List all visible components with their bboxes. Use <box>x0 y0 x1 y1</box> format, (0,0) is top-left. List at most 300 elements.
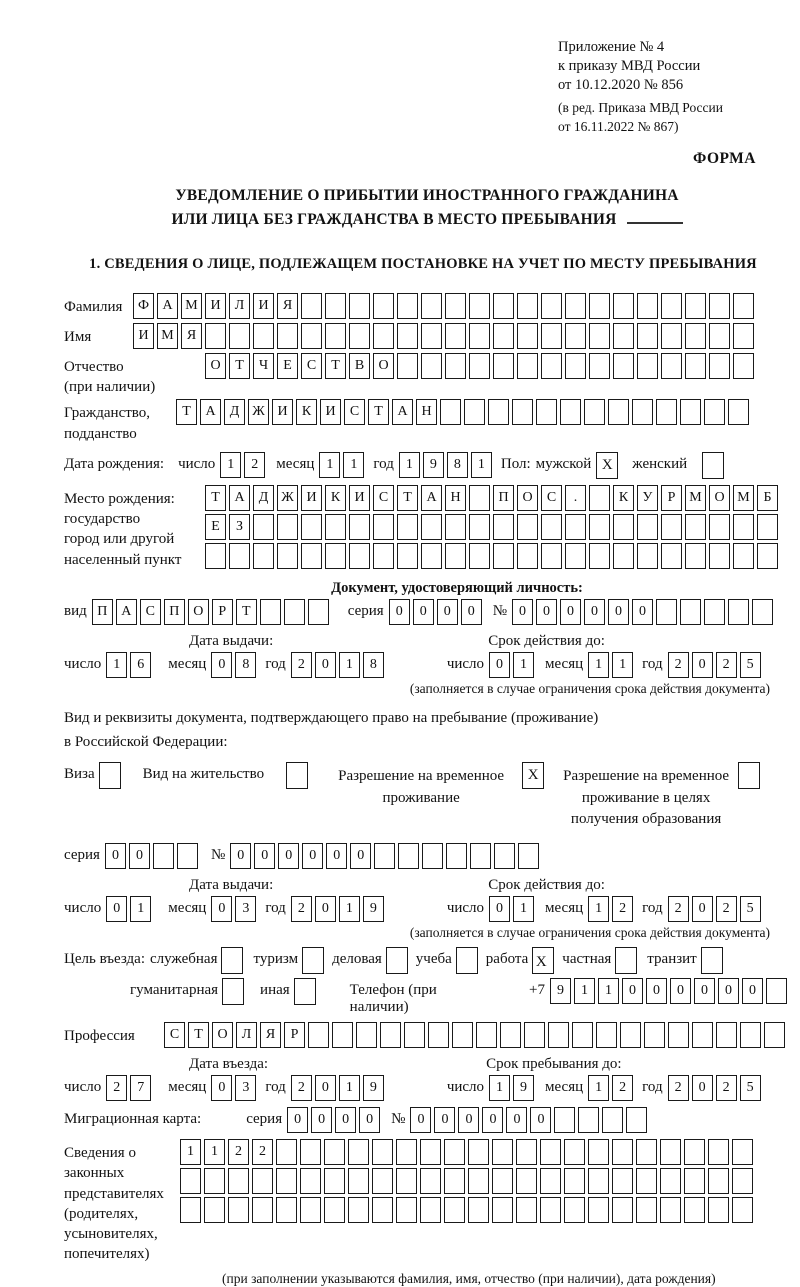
char-cell[interactable]: 0 <box>512 599 533 625</box>
char-cell[interactable] <box>661 543 682 569</box>
char-cell[interactable] <box>421 543 442 569</box>
char-cell[interactable] <box>229 543 250 569</box>
char-cell[interactable]: 0 <box>458 1107 479 1133</box>
char-cell[interactable]: 5 <box>740 652 761 678</box>
char-cell[interactable] <box>440 399 461 425</box>
char-cell[interactable]: 2 <box>291 652 312 678</box>
char-cell[interactable]: 0 <box>350 843 371 869</box>
char-cell[interactable] <box>732 1139 753 1165</box>
char-cell[interactable]: 0 <box>287 1107 308 1133</box>
char-cell[interactable] <box>656 599 677 625</box>
char-cell[interactable] <box>444 1139 465 1165</box>
char-cell[interactable] <box>660 1197 681 1223</box>
char-cell[interactable]: 0 <box>413 599 434 625</box>
char-cell[interactable] <box>524 1022 545 1048</box>
char-cell[interactable] <box>397 353 418 379</box>
char-cell[interactable] <box>469 353 490 379</box>
char-cell[interactable] <box>613 514 634 540</box>
char-cell[interactable]: С <box>164 1022 185 1048</box>
char-cell[interactable] <box>476 1022 497 1048</box>
char-cell[interactable]: М <box>733 485 754 511</box>
char-cell[interactable] <box>709 514 730 540</box>
char-cell[interactable]: Я <box>260 1022 281 1048</box>
char-cell[interactable] <box>589 323 610 349</box>
char-cell[interactable] <box>588 1139 609 1165</box>
char-cell[interactable] <box>469 485 490 511</box>
char-cell[interactable] <box>708 1197 729 1223</box>
char-cell[interactable]: 1 <box>513 896 534 922</box>
char-cell[interactable]: 0 <box>311 1107 332 1133</box>
char-cell[interactable] <box>428 1022 449 1048</box>
char-cell[interactable] <box>300 1197 321 1223</box>
char-cell[interactable] <box>372 1168 393 1194</box>
char-cell[interactable]: 1 <box>598 978 619 1004</box>
char-cell[interactable]: Н <box>416 399 437 425</box>
temp-residence-education-checkbox[interactable] <box>738 762 760 789</box>
residence-permit-checkbox[interactable] <box>286 762 308 789</box>
char-cell[interactable] <box>276 1139 297 1165</box>
char-cell[interactable]: М <box>685 485 706 511</box>
char-cell[interactable] <box>554 1107 575 1133</box>
char-cell[interactable] <box>685 293 706 319</box>
char-cell[interactable] <box>704 599 725 625</box>
char-cell[interactable] <box>684 1168 705 1194</box>
purpose-private-checkbox[interactable] <box>615 947 637 974</box>
char-cell[interactable] <box>637 323 658 349</box>
char-cell[interactable] <box>420 1139 441 1165</box>
char-cell[interactable] <box>680 599 701 625</box>
char-cell[interactable]: 2 <box>716 1075 737 1101</box>
char-cell[interactable] <box>613 543 634 569</box>
char-cell[interactable]: 1 <box>339 652 360 678</box>
char-cell[interactable]: 0 <box>489 652 510 678</box>
char-cell[interactable] <box>636 1197 657 1223</box>
char-cell[interactable]: А <box>116 599 137 625</box>
char-cell[interactable]: 0 <box>211 896 232 922</box>
char-cell[interactable] <box>349 293 370 319</box>
char-cell[interactable] <box>709 293 730 319</box>
char-cell[interactable]: 0 <box>608 599 629 625</box>
char-cell[interactable] <box>596 1022 617 1048</box>
char-cell[interactable]: 2 <box>612 896 633 922</box>
char-cell[interactable] <box>205 543 226 569</box>
char-cell[interactable] <box>301 293 322 319</box>
char-cell[interactable]: 0 <box>437 599 458 625</box>
char-cell[interactable]: 0 <box>335 1107 356 1133</box>
purpose-transit-checkbox[interactable] <box>701 947 723 974</box>
char-cell[interactable]: Р <box>661 485 682 511</box>
char-cell[interactable]: 1 <box>319 452 340 478</box>
char-cell[interactable]: С <box>541 485 562 511</box>
char-cell[interactable]: 0 <box>105 843 126 869</box>
char-cell[interactable]: 1 <box>588 1075 609 1101</box>
char-cell[interactable] <box>420 1168 441 1194</box>
char-cell[interactable]: С <box>301 353 322 379</box>
char-cell[interactable] <box>492 1168 513 1194</box>
char-cell[interactable]: 0 <box>694 978 715 1004</box>
char-cell[interactable] <box>564 1139 585 1165</box>
char-cell[interactable]: 6 <box>130 652 151 678</box>
char-cell[interactable]: П <box>92 599 113 625</box>
char-cell[interactable]: 0 <box>622 978 643 1004</box>
char-cell[interactable] <box>565 353 586 379</box>
char-cell[interactable] <box>612 1139 633 1165</box>
char-cell[interactable] <box>349 323 370 349</box>
char-cell[interactable]: И <box>253 293 274 319</box>
char-cell[interactable] <box>541 353 562 379</box>
char-cell[interactable]: 0 <box>410 1107 431 1133</box>
char-cell[interactable]: 0 <box>506 1107 527 1133</box>
char-cell[interactable] <box>348 1139 369 1165</box>
char-cell[interactable]: 1 <box>339 896 360 922</box>
char-cell[interactable] <box>180 1197 201 1223</box>
char-cell[interactable]: 0 <box>646 978 667 1004</box>
char-cell[interactable] <box>205 323 226 349</box>
char-cell[interactable] <box>716 1022 737 1048</box>
char-cell[interactable] <box>284 599 305 625</box>
char-cell[interactable] <box>709 323 730 349</box>
char-cell[interactable] <box>177 843 198 869</box>
char-cell[interactable]: П <box>493 485 514 511</box>
char-cell[interactable] <box>253 514 274 540</box>
char-cell[interactable]: А <box>392 399 413 425</box>
char-cell[interactable] <box>300 1168 321 1194</box>
char-cell[interactable] <box>564 1168 585 1194</box>
char-cell[interactable] <box>684 1197 705 1223</box>
char-cell[interactable] <box>488 399 509 425</box>
purpose-humanitarian-checkbox[interactable] <box>222 978 244 1005</box>
char-cell[interactable] <box>685 514 706 540</box>
char-cell[interactable] <box>632 399 653 425</box>
visa-checkbox[interactable] <box>99 762 121 789</box>
char-cell[interactable] <box>469 543 490 569</box>
char-cell[interactable] <box>733 353 754 379</box>
char-cell[interactable] <box>512 399 533 425</box>
char-cell[interactable]: 1 <box>471 452 492 478</box>
char-cell[interactable] <box>324 1139 345 1165</box>
char-cell[interactable]: Б <box>757 485 778 511</box>
char-cell[interactable] <box>373 323 394 349</box>
char-cell[interactable]: 0 <box>489 896 510 922</box>
char-cell[interactable] <box>380 1022 401 1048</box>
char-cell[interactable] <box>685 543 706 569</box>
char-cell[interactable]: 2 <box>668 1075 689 1101</box>
char-cell[interactable]: 9 <box>363 1075 384 1101</box>
char-cell[interactable]: 0 <box>302 843 323 869</box>
char-cell[interactable] <box>620 1022 641 1048</box>
char-cell[interactable]: К <box>296 399 317 425</box>
char-cell[interactable] <box>397 323 418 349</box>
char-cell[interactable] <box>685 353 706 379</box>
char-cell[interactable]: И <box>320 399 341 425</box>
char-cell[interactable] <box>589 485 610 511</box>
char-cell[interactable]: 0 <box>560 599 581 625</box>
char-cell[interactable] <box>661 514 682 540</box>
char-cell[interactable]: 0 <box>670 978 691 1004</box>
char-cell[interactable]: 0 <box>211 1075 232 1101</box>
char-cell[interactable] <box>584 399 605 425</box>
char-cell[interactable] <box>253 543 274 569</box>
char-cell[interactable] <box>740 1022 761 1048</box>
char-cell[interactable]: 5 <box>740 1075 761 1101</box>
char-cell[interactable] <box>445 323 466 349</box>
purpose-study-checkbox[interactable] <box>456 947 478 974</box>
char-cell[interactable] <box>469 514 490 540</box>
char-cell[interactable]: 2 <box>612 1075 633 1101</box>
char-cell[interactable]: С <box>344 399 365 425</box>
char-cell[interactable] <box>572 1022 593 1048</box>
char-cell[interactable] <box>517 543 538 569</box>
char-cell[interactable] <box>588 1197 609 1223</box>
char-cell[interactable] <box>324 1197 345 1223</box>
char-cell[interactable]: 0 <box>278 843 299 869</box>
char-cell[interactable]: 0 <box>584 599 605 625</box>
char-cell[interactable]: Д <box>253 485 274 511</box>
char-cell[interactable]: И <box>349 485 370 511</box>
char-cell[interactable] <box>229 323 250 349</box>
char-cell[interactable] <box>398 843 419 869</box>
char-cell[interactable] <box>578 1107 599 1133</box>
char-cell[interactable]: С <box>373 485 394 511</box>
char-cell[interactable] <box>660 1139 681 1165</box>
char-cell[interactable] <box>660 1168 681 1194</box>
char-cell[interactable]: 0 <box>230 843 251 869</box>
char-cell[interactable]: И <box>205 293 226 319</box>
char-cell[interactable] <box>372 1139 393 1165</box>
char-cell[interactable]: М <box>181 293 202 319</box>
char-cell[interactable]: И <box>272 399 293 425</box>
char-cell[interactable] <box>421 293 442 319</box>
char-cell[interactable] <box>445 293 466 319</box>
char-cell[interactable] <box>325 514 346 540</box>
char-cell[interactable] <box>228 1168 249 1194</box>
char-cell[interactable]: 2 <box>244 452 265 478</box>
char-cell[interactable] <box>517 323 538 349</box>
char-cell[interactable] <box>276 1168 297 1194</box>
char-cell[interactable] <box>548 1022 569 1048</box>
char-cell[interactable] <box>468 1197 489 1223</box>
char-cell[interactable] <box>708 1168 729 1194</box>
char-cell[interactable]: Е <box>205 514 226 540</box>
char-cell[interactable] <box>733 323 754 349</box>
char-cell[interactable]: А <box>421 485 442 511</box>
char-cell[interactable] <box>637 293 658 319</box>
char-cell[interactable]: О <box>709 485 730 511</box>
char-cell[interactable]: 1 <box>343 452 364 478</box>
char-cell[interactable]: 1 <box>339 1075 360 1101</box>
char-cell[interactable]: Д <box>224 399 245 425</box>
char-cell[interactable] <box>541 543 562 569</box>
char-cell[interactable] <box>637 514 658 540</box>
char-cell[interactable] <box>733 514 754 540</box>
char-cell[interactable] <box>540 1168 561 1194</box>
char-cell[interactable] <box>325 293 346 319</box>
char-cell[interactable]: 1 <box>489 1075 510 1101</box>
char-cell[interactable]: 2 <box>291 1075 312 1101</box>
char-cell[interactable] <box>589 543 610 569</box>
char-cell[interactable]: 1 <box>612 652 633 678</box>
char-cell[interactable]: Т <box>188 1022 209 1048</box>
char-cell[interactable] <box>540 1139 561 1165</box>
char-cell[interactable]: И <box>301 485 322 511</box>
char-cell[interactable]: 1 <box>574 978 595 1004</box>
char-cell[interactable] <box>493 353 514 379</box>
char-cell[interactable] <box>516 1139 537 1165</box>
char-cell[interactable] <box>518 843 539 869</box>
char-cell[interactable]: Р <box>212 599 233 625</box>
char-cell[interactable] <box>536 399 557 425</box>
char-cell[interactable]: 1 <box>588 652 609 678</box>
char-cell[interactable] <box>608 399 629 425</box>
char-cell[interactable] <box>396 1168 417 1194</box>
char-cell[interactable] <box>560 399 581 425</box>
char-cell[interactable] <box>733 543 754 569</box>
char-cell[interactable] <box>277 323 298 349</box>
char-cell[interactable]: 7 <box>130 1075 151 1101</box>
char-cell[interactable]: 0 <box>129 843 150 869</box>
char-cell[interactable]: 1 <box>513 652 534 678</box>
char-cell[interactable] <box>372 1197 393 1223</box>
char-cell[interactable] <box>349 543 370 569</box>
char-cell[interactable] <box>516 1168 537 1194</box>
char-cell[interactable]: П <box>164 599 185 625</box>
char-cell[interactable]: Т <box>229 353 250 379</box>
char-cell[interactable]: О <box>205 353 226 379</box>
char-cell[interactable] <box>602 1107 623 1133</box>
char-cell[interactable] <box>204 1197 225 1223</box>
char-cell[interactable] <box>589 293 610 319</box>
char-cell[interactable]: 9 <box>363 896 384 922</box>
char-cell[interactable]: 1 <box>220 452 241 478</box>
char-cell[interactable] <box>446 843 467 869</box>
char-cell[interactable] <box>637 543 658 569</box>
char-cell[interactable] <box>452 1022 473 1048</box>
char-cell[interactable] <box>704 399 725 425</box>
char-cell[interactable]: 0 <box>106 896 127 922</box>
char-cell[interactable]: Л <box>236 1022 257 1048</box>
char-cell[interactable]: Я <box>277 293 298 319</box>
char-cell[interactable] <box>421 323 442 349</box>
char-cell[interactable]: А <box>200 399 221 425</box>
char-cell[interactable] <box>445 353 466 379</box>
char-cell[interactable] <box>464 399 485 425</box>
char-cell[interactable]: О <box>188 599 209 625</box>
char-cell[interactable] <box>500 1022 521 1048</box>
char-cell[interactable]: 0 <box>692 652 713 678</box>
char-cell[interactable] <box>348 1168 369 1194</box>
char-cell[interactable]: У <box>637 485 658 511</box>
char-cell[interactable] <box>517 514 538 540</box>
char-cell[interactable] <box>752 599 773 625</box>
char-cell[interactable]: 2 <box>668 652 689 678</box>
char-cell[interactable] <box>301 543 322 569</box>
purpose-tourism-checkbox[interactable] <box>302 947 324 974</box>
char-cell[interactable] <box>374 843 395 869</box>
char-cell[interactable] <box>260 599 281 625</box>
char-cell[interactable]: В <box>349 353 370 379</box>
char-cell[interactable]: 8 <box>447 452 468 478</box>
char-cell[interactable] <box>626 1107 647 1133</box>
char-cell[interactable] <box>397 514 418 540</box>
char-cell[interactable]: 0 <box>718 978 739 1004</box>
char-cell[interactable]: 0 <box>315 652 336 678</box>
char-cell[interactable]: 2 <box>668 896 689 922</box>
char-cell[interactable] <box>757 543 778 569</box>
char-cell[interactable] <box>644 1022 665 1048</box>
char-cell[interactable] <box>565 514 586 540</box>
char-cell[interactable]: 0 <box>461 599 482 625</box>
char-cell[interactable]: И <box>133 323 154 349</box>
char-cell[interactable] <box>541 514 562 540</box>
char-cell[interactable] <box>469 323 490 349</box>
char-cell[interactable] <box>709 353 730 379</box>
char-cell[interactable] <box>421 353 442 379</box>
char-cell[interactable] <box>348 1197 369 1223</box>
sex-female-checkbox[interactable] <box>702 452 724 479</box>
char-cell[interactable]: 2 <box>716 652 737 678</box>
char-cell[interactable] <box>301 323 322 349</box>
char-cell[interactable] <box>728 599 749 625</box>
char-cell[interactable] <box>589 514 610 540</box>
char-cell[interactable] <box>684 1139 705 1165</box>
char-cell[interactable] <box>728 399 749 425</box>
char-cell[interactable]: 2 <box>291 896 312 922</box>
char-cell[interactable] <box>228 1197 249 1223</box>
char-cell[interactable]: 3 <box>235 1075 256 1101</box>
char-cell[interactable]: 0 <box>434 1107 455 1133</box>
char-cell[interactable]: Ф <box>133 293 154 319</box>
char-cell[interactable]: 1 <box>130 896 151 922</box>
temp-residence-checkbox[interactable]: X <box>522 762 544 789</box>
char-cell[interactable] <box>397 543 418 569</box>
char-cell[interactable]: 1 <box>180 1139 201 1165</box>
char-cell[interactable]: 1 <box>204 1139 225 1165</box>
char-cell[interactable] <box>397 293 418 319</box>
char-cell[interactable] <box>656 399 677 425</box>
char-cell[interactable] <box>613 293 634 319</box>
char-cell[interactable] <box>277 514 298 540</box>
char-cell[interactable]: 2 <box>106 1075 127 1101</box>
char-cell[interactable] <box>680 399 701 425</box>
char-cell[interactable]: Л <box>229 293 250 319</box>
purpose-commercial-checkbox[interactable] <box>386 947 408 974</box>
char-cell[interactable]: 0 <box>315 896 336 922</box>
char-cell[interactable] <box>692 1022 713 1048</box>
char-cell[interactable] <box>541 293 562 319</box>
char-cell[interactable]: 0 <box>692 896 713 922</box>
char-cell[interactable] <box>668 1022 689 1048</box>
char-cell[interactable] <box>492 1197 513 1223</box>
char-cell[interactable]: Т <box>176 399 197 425</box>
char-cell[interactable]: Е <box>277 353 298 379</box>
char-cell[interactable] <box>404 1022 425 1048</box>
char-cell[interactable]: 9 <box>550 978 571 1004</box>
char-cell[interactable] <box>493 514 514 540</box>
char-cell[interactable]: 8 <box>235 652 256 678</box>
char-cell[interactable]: Т <box>325 353 346 379</box>
char-cell[interactable] <box>153 843 174 869</box>
char-cell[interactable]: 2 <box>228 1139 249 1165</box>
char-cell[interactable]: Ч <box>253 353 274 379</box>
char-cell[interactable]: З <box>229 514 250 540</box>
char-cell[interactable] <box>661 293 682 319</box>
char-cell[interactable] <box>766 978 787 1004</box>
char-cell[interactable]: 2 <box>252 1139 273 1165</box>
char-cell[interactable] <box>373 543 394 569</box>
char-cell[interactable] <box>764 1022 785 1048</box>
char-cell[interactable] <box>252 1168 273 1194</box>
char-cell[interactable]: 0 <box>742 978 763 1004</box>
